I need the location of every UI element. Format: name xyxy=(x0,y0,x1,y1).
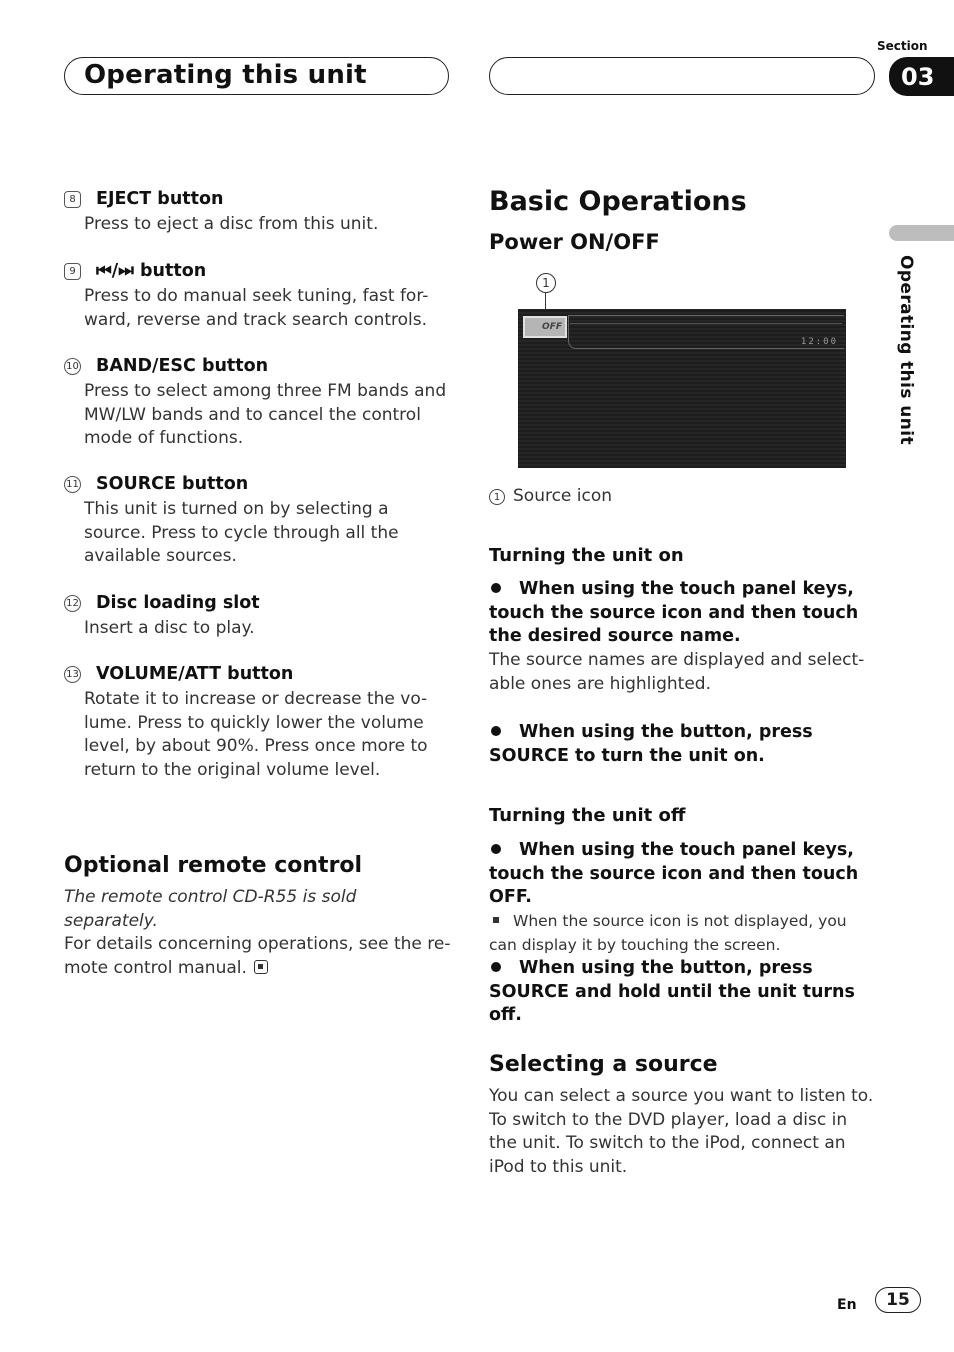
item-description: Insert a disc to play. xyxy=(84,618,255,638)
source-icon-button[interactable]: OFF xyxy=(523,316,567,338)
item-number: 10 xyxy=(64,358,81,375)
page-title: Operating this unit xyxy=(84,60,367,90)
side-tab-label: Operating this unit xyxy=(896,255,916,446)
on-bullet-1: When using the touch panel keys, touch the source icon and then touch the desired source name. xyxy=(489,579,859,647)
turning-on-block-2 xyxy=(489,721,874,768)
off-bullet-2: When using the button, press SOURCE and hold until the unit turns off. xyxy=(489,958,855,1026)
language-label: En xyxy=(837,1297,857,1313)
section-number: 03 xyxy=(889,57,954,96)
header-blank-frame xyxy=(489,57,875,95)
item-description: Press to select among three FM bands and MW/LW bands and to cancel the control mode of functions. xyxy=(84,381,447,449)
caption-text: Source icon xyxy=(513,486,613,506)
item-heading: BAND/ESC button xyxy=(96,356,269,376)
note-square-icon xyxy=(493,917,499,923)
on-text-1: The source names are displayed and select-able ones are highlighted. xyxy=(489,650,865,694)
screen-clock: 12:00 xyxy=(800,337,838,347)
item-heading: ⏮/⏭ button xyxy=(96,261,207,281)
item-description: Press to do manual seek tuning, fast for-ward, reverse and track search controls. xyxy=(84,286,429,330)
selecting-source-text: You can select a source you want to listen to. To switch to the DVD player, load a disc in the unit. To switch to the iPod, connect an iPod to this unit. xyxy=(489,1086,874,1178)
power-onoff-heading: Power ON/OFF xyxy=(489,230,660,254)
turning-off-block-1 xyxy=(489,839,874,958)
off-bullet-1: When using the touch panel keys, touch the source icon and then touch OFF. xyxy=(489,840,859,908)
on-bullet-2: When using the button, press SOURCE to turn the unit on. xyxy=(489,722,813,766)
item-heading: VOLUME/ATT button xyxy=(96,664,294,684)
item-number: 12 xyxy=(64,595,81,612)
item-number: 9 xyxy=(64,263,81,280)
side-tab-marker xyxy=(889,225,954,241)
item-number: 13 xyxy=(64,666,81,683)
bullet-icon xyxy=(491,962,501,972)
item-number: 11 xyxy=(64,476,81,493)
selecting-source-heading: Selecting a source xyxy=(489,1052,718,1077)
remote-detail-text: For details concerning operations, see the re-mote control manual. xyxy=(64,934,451,979)
item-heading: SOURCE button xyxy=(96,474,249,494)
item-description: Press to eject a disc from this unit. xyxy=(84,214,379,234)
item-description: This unit is turned on by selecting a source. Press to cycle through all the available sources. xyxy=(84,499,399,567)
callout-number: 1 xyxy=(536,273,556,293)
figure-caption xyxy=(489,485,612,509)
turning-on-heading: Turning the unit on xyxy=(489,545,684,566)
turning-on-block-1 xyxy=(489,578,874,697)
page-number: 15 xyxy=(875,1287,921,1313)
display-screenshot xyxy=(518,309,846,468)
remote-italic-note: The remote control CD-R55 is sold separately. xyxy=(64,887,357,931)
item-heading: Disc loading slot xyxy=(96,593,260,613)
end-mark-icon xyxy=(254,960,268,974)
turning-off-block-2 xyxy=(489,957,874,1028)
caption-number: 1 xyxy=(489,489,505,505)
bullet-icon xyxy=(491,844,501,854)
item-description: Rotate it to increase or decrease the vo-lume. Press to quickly lower the volume level, by about 90%. Press once more to return to the original volume level. xyxy=(84,689,428,781)
item-heading: EJECT button xyxy=(96,189,224,209)
basic-operations-heading: Basic Operations xyxy=(489,186,747,217)
remote-text xyxy=(64,886,454,981)
bullet-icon xyxy=(491,583,501,593)
section-label: Section xyxy=(877,39,928,53)
remote-heading: Optional remote control xyxy=(64,853,363,878)
screen-divider xyxy=(570,323,842,324)
item-number: 8 xyxy=(64,191,81,208)
off-note: When the source icon is not displayed, you can display it by touching the screen. xyxy=(489,912,847,954)
bullet-icon xyxy=(491,726,501,736)
turning-off-heading: Turning the unit off xyxy=(489,805,686,826)
